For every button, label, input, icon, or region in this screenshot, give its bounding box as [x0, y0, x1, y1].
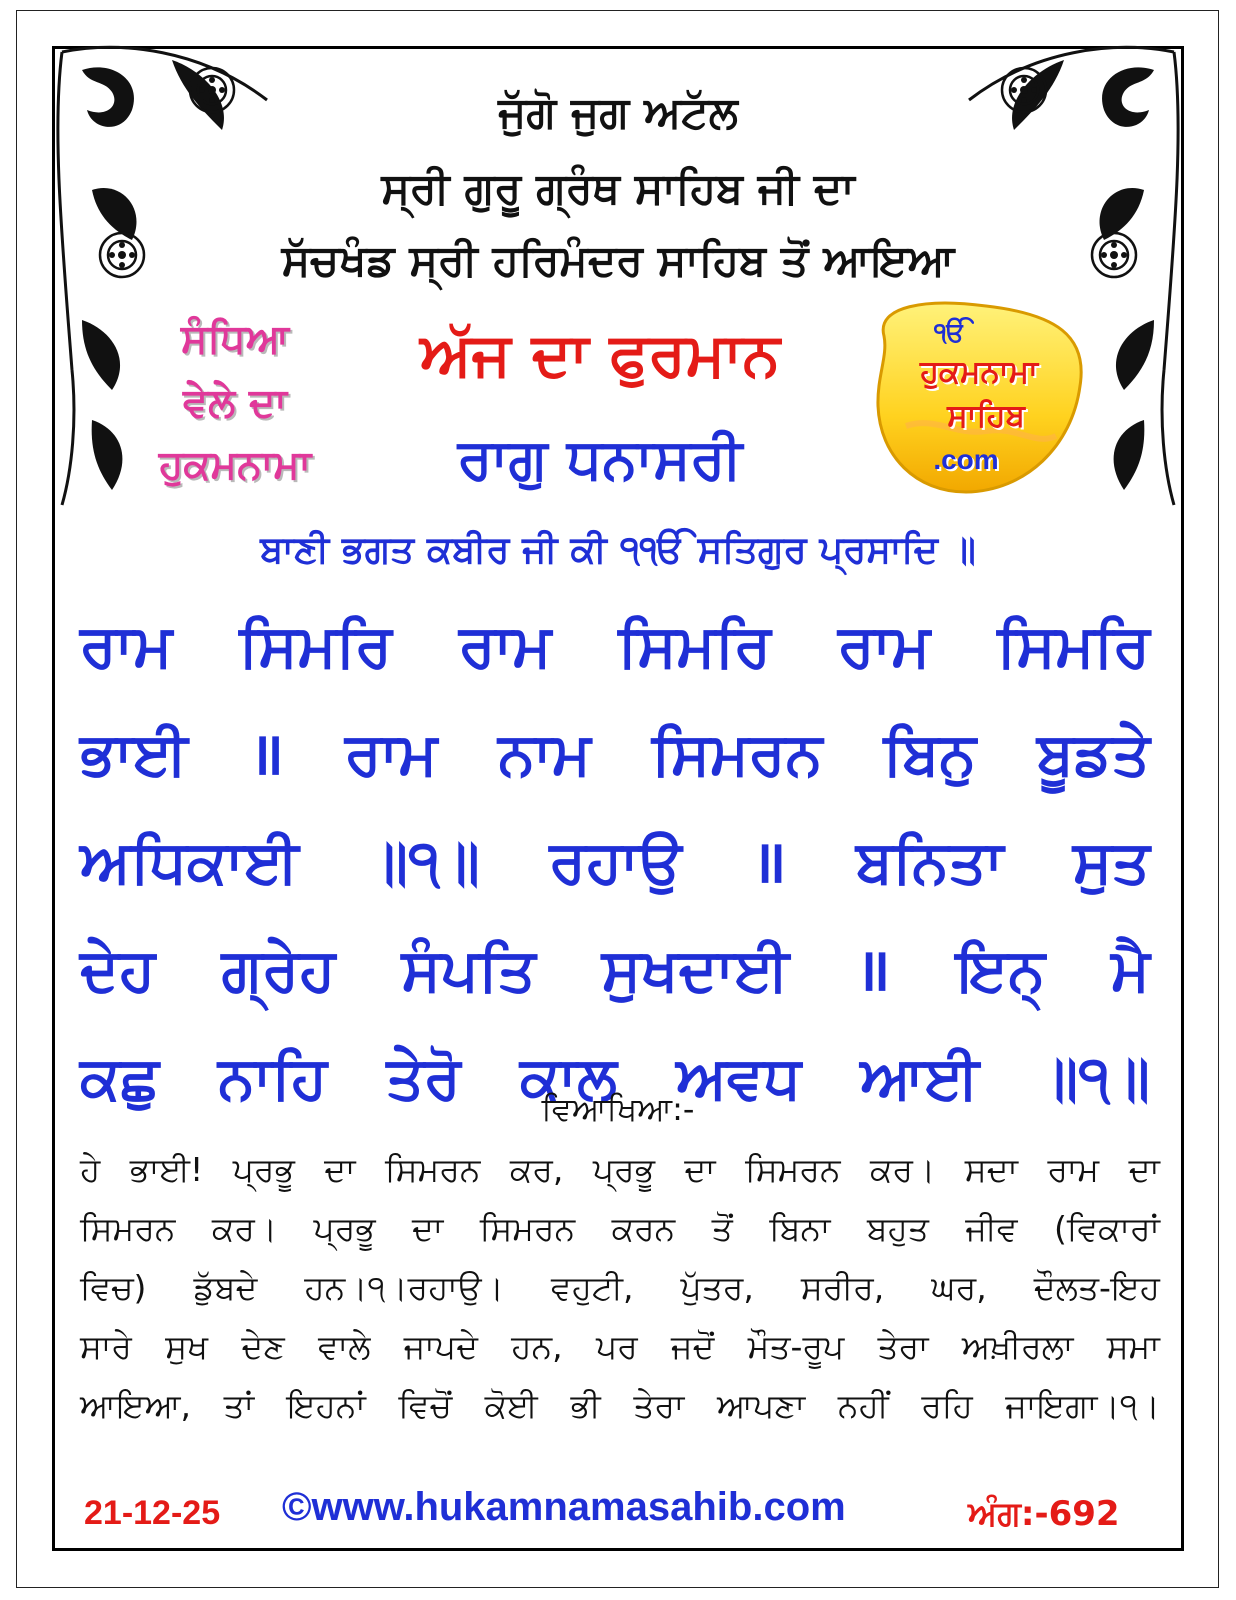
- vyakhya-word: ਜਦੋਂ: [671, 1327, 715, 1366]
- shabad-word: ਬੂਡਤੇ: [1037, 719, 1150, 788]
- vyakhya-word: ਮੌਤ-ਰੂਪ: [747, 1327, 845, 1366]
- header-line-2: ਸ੍ਰੀ ਗੁਰੂ ਗ੍ਰੰਥ ਸਾਹਿਬ ਜੀ ਦਾ: [381, 164, 855, 214]
- shabad-word: ਰਾਮ: [345, 719, 438, 788]
- vyakhya-word: ਸਰੀਰ,: [800, 1268, 885, 1307]
- vyakhya-word: ਆਇਆ,: [80, 1386, 191, 1425]
- shabad-word: ॥੧॥: [368, 827, 480, 896]
- shabad-line: [80, 916, 1150, 1024]
- vyakhya-word: ਕਰਨ: [611, 1209, 676, 1248]
- vyakhya-word: ਸਦਾ: [964, 1150, 1018, 1189]
- shabad-word: ਦੇਹ: [80, 935, 156, 1004]
- vyakhya-word: ਪੁੱਤਰ,: [680, 1268, 754, 1307]
- shabad-word: ਅਵਧ: [676, 1043, 802, 1112]
- vyakhya-word: ਜਾਪਦੇ: [403, 1327, 478, 1366]
- vyakhya-word: ਤੇਰਾ: [633, 1386, 685, 1425]
- vyakhya-word: ਦਾ: [324, 1150, 356, 1189]
- shabad-word: ਬਨਿਤਾ: [856, 827, 1004, 896]
- shabad-word: ਕਛੁ: [80, 1043, 159, 1112]
- vyakhya-word: ਅਖ਼ੀਰਲਾ: [961, 1327, 1074, 1366]
- raag-title: ਰਾਗੁ ਧਨਾਸਰੀ: [457, 427, 743, 492]
- vyakhya-word: ਸਮਾ: [1106, 1327, 1160, 1366]
- vyakhya-word: ਵਿਚੋਂ: [398, 1386, 452, 1425]
- vyakhya-word: ਹੇ: [80, 1150, 101, 1189]
- shabad-line: [80, 700, 1150, 808]
- shabad-word: ਬਿਨੁ: [883, 719, 977, 788]
- shabad-word: ਇਨ੍: [956, 935, 1045, 1004]
- shabad-word: ਰਾਮ: [837, 611, 931, 680]
- shabad-word: ਮੈ: [1111, 935, 1150, 1004]
- shabad-line: [80, 592, 1150, 700]
- vyakhya-word: ਭਾਈ!: [129, 1150, 204, 1189]
- shabad-word: ਰਾਮ: [458, 611, 552, 680]
- side-label-line-1: ਸੰਧਿਆ: [180, 316, 290, 362]
- footer-website-link[interactable]: ©www.hukamnamasahib.com: [282, 1485, 846, 1529]
- vyakhya-word: ਜਾਇਗਾ।੧।: [1005, 1386, 1160, 1425]
- vyakhya-word: ਰਹਿ: [921, 1386, 973, 1425]
- vyakhya-word: ਆਪਣਾ: [717, 1386, 806, 1425]
- vyakhya-word: ਸਿਮਰਨ: [479, 1209, 576, 1248]
- shabad-word: ਅਧਿਕਾਈ: [80, 827, 299, 896]
- shabad-word: ਰਾਮ: [80, 611, 173, 680]
- vyakhya-word: ਕਰ।: [211, 1209, 278, 1248]
- shabad-word: ਕਾਲ: [519, 1043, 617, 1112]
- vyakhya-line: [80, 1140, 1160, 1199]
- header-line-3: ਸੱਚਖੰਡ ਸ੍ਰੀ ਹਰਿਮੰਦਰ ਸਾਹਿਬ ਤੋਂ ਆਇਆ: [281, 236, 955, 286]
- footer-date: 21-12-25: [84, 1494, 221, 1532]
- logo-text-1: ਹੁਕਮਨਾਮਾ: [919, 354, 1039, 390]
- vyakhya-word: ਰਾਮ: [1047, 1150, 1100, 1189]
- vyakhya-word: ਸਿਮਰਨ: [80, 1209, 176, 1248]
- vyakhya-word: ਦਾ: [411, 1209, 444, 1248]
- shabad-word: ॥: [751, 827, 787, 896]
- shabad-word: ਰਹਾਉ: [549, 827, 682, 896]
- shabad-word: ਤੇਰੋ: [386, 1043, 461, 1112]
- vyakhya-word: ਵਿਚ): [80, 1268, 147, 1307]
- shabad-word: ਸੰਪਤਿ: [401, 935, 536, 1004]
- vyakhya-text: [80, 1140, 1160, 1435]
- shabad-word: ਨਾਮ: [498, 719, 591, 788]
- vyakhya-word: ਇਹਨਾਂ: [286, 1386, 366, 1425]
- shabad-word: ਗ੍ਰੇਹ: [221, 935, 336, 1004]
- vyakhya-word: ਤਾਂ: [223, 1386, 255, 1425]
- vyakhya-word: ਬਹੁਤ: [866, 1209, 929, 1248]
- vyakhya-word: ਵਾਲੇ: [318, 1327, 371, 1366]
- vyakhya-word: ਬਿਨਾ: [769, 1209, 831, 1248]
- vyakhya-word: ਹਨ,: [511, 1327, 563, 1366]
- vyakhya-word: ਕੋਈ: [484, 1386, 538, 1425]
- vyakhya-line: [80, 1317, 1160, 1376]
- vyakhya-word: ਦੇਣ: [241, 1327, 285, 1366]
- vyakhya-word: ਪਰ: [595, 1327, 638, 1366]
- logo-text-3: .com: [933, 444, 999, 475]
- header-line-1: ਜੁੱਗੋ ਜੁਗ ਅਟੱਲ: [498, 88, 738, 138]
- vyakhya-word: ਤੋਂ: [711, 1209, 733, 1248]
- shabad-word: ਸੁਖਦਾਈ: [601, 935, 790, 1004]
- vyakhya-word: ਸਿਮਰਨ: [745, 1150, 841, 1189]
- shabad-word: ਆਈ: [860, 1043, 980, 1112]
- vyakhya-word: ਸਾਰੇ: [80, 1327, 132, 1366]
- vyakhya-word: ਘਰ,: [931, 1268, 987, 1307]
- vyakhya-word: ਕਰ।: [870, 1150, 936, 1189]
- vyakhya-word: ਦਾ: [684, 1150, 716, 1189]
- vyakhya-word: ਕਰ,: [509, 1150, 564, 1189]
- ik-onkar-symbol: ੴ: [934, 318, 966, 348]
- shabad-word: ॥: [855, 935, 891, 1004]
- vyakhya-word: ਨਹੀਂ: [837, 1386, 889, 1425]
- shabad-word: ਸੁਤ: [1072, 827, 1150, 896]
- footer-ang-number: ਅੰਗ:-692: [968, 1494, 1120, 1534]
- shabad-word: ਸਿਮਰਿ: [239, 611, 392, 680]
- side-label-line-3: ਹੁਕਮਨਾਮਾ: [158, 442, 312, 488]
- shabad-word: ਭਾਈ: [80, 719, 188, 788]
- vyakhya-word: ਤੇਰਾ: [877, 1327, 929, 1366]
- page-title: ਅੱਜ ਦਾ ਫੁਰਮਾਨ: [420, 320, 780, 390]
- vyakhya-word: (ਵਿਕਾਰਾਂ: [1053, 1209, 1160, 1248]
- shabad-word: ਸਿਮਰਿ: [618, 611, 771, 680]
- vyakhya-word: ਭੀ: [570, 1386, 601, 1425]
- shabad-word: ਸਿਮਰਿ: [997, 611, 1150, 680]
- side-label-line-2: ਵੇਲੇ ਦਾ: [183, 380, 287, 426]
- shabad-line: [80, 808, 1150, 916]
- vyakhya-word: ਜੀਵ: [965, 1209, 1018, 1248]
- shabad-text: [80, 592, 1150, 1132]
- shabad-word: ॥੧॥: [1038, 1043, 1150, 1112]
- bani-heading: ਬਾਣੀ ਭਗਤ ਕਬੀਰ ਜੀ ਕੀ ੧ੴ ਸਤਿਗੁਰ ਪ੍ਰਸਾਦਿ ॥: [260, 528, 976, 571]
- shabad-word: ॥: [248, 719, 285, 788]
- vyakhya-word: ਵਹੁਟੀ,: [550, 1268, 634, 1307]
- vyakhya-word: ਦਾ: [1128, 1150, 1160, 1189]
- vyakhya-word: ਸੁਖ: [165, 1327, 209, 1366]
- vyakhya-line: [80, 1199, 1160, 1258]
- vyakhya-line: [80, 1376, 1160, 1435]
- vyakhya-word: ਪ੍ਰਭੂ: [313, 1209, 376, 1248]
- hukamnama-sahib-logo: [866, 296, 1092, 496]
- vyakhya-word: ਪ੍ਰਭੂ: [232, 1150, 295, 1189]
- vyakhya-word: ਹਨ।੧।ਰਹਾਉ।: [304, 1268, 504, 1307]
- vyakhya-word: ਡੁੱਬਦੇ: [193, 1268, 258, 1307]
- logo-text-2: ਸਾਹਿਬ: [947, 398, 1025, 434]
- vyakhya-line: [80, 1258, 1160, 1317]
- vyakhya-word: ਸਿਮਰਨ: [385, 1150, 481, 1189]
- shabad-word: ਸਿਮਰਨ: [651, 719, 823, 788]
- vyakhya-word: ਦੌਲਤ-ਇਹ: [1033, 1268, 1160, 1307]
- vyakhya-word: ਪ੍ਰਭੂ: [592, 1150, 655, 1189]
- shabad-word: ਨਾਹਿ: [218, 1043, 328, 1112]
- vyakhya-heading: ਵਿਆਖਿਆ:-: [541, 1090, 695, 1128]
